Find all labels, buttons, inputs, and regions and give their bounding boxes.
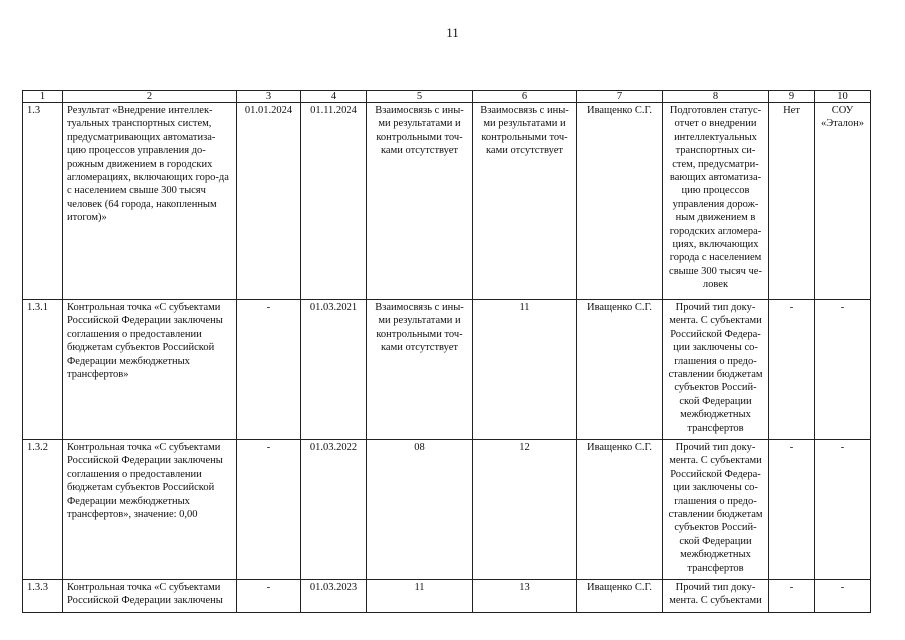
- row-start-date: -: [237, 300, 301, 440]
- row-predecessors: 08: [367, 440, 473, 580]
- row-responsible: Иващенко С.Г.: [577, 103, 663, 300]
- header-row: [23, 91, 871, 103]
- row-start-date: 01.01.2024: [237, 103, 301, 300]
- row-end-date: 01.03.2023: [301, 580, 367, 613]
- row-number: 1.3.1: [23, 300, 63, 440]
- column-header: 4: [301, 91, 367, 103]
- row-col9: Нет: [769, 103, 815, 300]
- row-predecessors: Взаимосвязь с ины-ми результатами и контрольными точ-ками отсутствует: [367, 103, 473, 300]
- row-col10: СОУ «Эталон»: [815, 103, 871, 300]
- row-successors: 12: [473, 440, 577, 580]
- column-header: 5: [367, 91, 473, 103]
- row-end-date: 01.11.2024: [301, 103, 367, 300]
- row-col9: -: [769, 580, 815, 613]
- row-number: 1.3.3: [23, 580, 63, 613]
- row-start-date: -: [237, 580, 301, 613]
- row-successors: 13: [473, 580, 577, 613]
- row-number: 1.3: [23, 103, 63, 300]
- table-row: [23, 440, 871, 580]
- row-document: Прочий тип доку-мента. С субъектами Российской Федера-ции заключены со-глашения о предо-ставлении бюджетам субъектов Россий-ской Федерации межбюджетных трансфертов: [663, 300, 769, 440]
- column-header: 3: [237, 91, 301, 103]
- row-predecessors: Взаимосвязь с ины-ми результатами и контрольными точ-ками отсутствует: [367, 300, 473, 440]
- row-responsible: Иващенко С.Г.: [577, 300, 663, 440]
- row-name: Результат «Внедрение интеллек-туальных транспортных систем, предусматривающих автоматиза-цию процессов управления до-рожным движением в городских агломерациях, включающих горо-да с населением свыше 300 тысяч человек (64 города, накопленным итогом)»: [63, 103, 237, 300]
- row-successors: Взаимосвязь с ины-ми результатами и контрольными точ-ками отсутствует: [473, 103, 577, 300]
- row-end-date: 01.03.2021: [301, 300, 367, 440]
- column-header: 10: [815, 91, 871, 103]
- column-header: 8: [663, 91, 769, 103]
- row-document: Подготовлен статус-отчет о внедрении интеллектуальных транспортных си-стем, предусматри-вающих автоматиза-цию процессов управления дорож-ным движением в городских агломера-циях, включающих города с населением свыше 300 тысяч че-ловек: [663, 103, 769, 300]
- row-number: 1.3.2: [23, 440, 63, 580]
- row-col10: -: [815, 580, 871, 613]
- row-col9: -: [769, 300, 815, 440]
- column-header: 2: [63, 91, 237, 103]
- row-document: Прочий тип доку-мента. С субъектами Российской Федера-ции заключены со-глашения о предо-ставлении бюджетам субъектов Россий-ской Федерации межбюджетных трансфертов: [663, 440, 769, 580]
- table-row: [23, 580, 871, 613]
- page-number: 11: [446, 25, 459, 40]
- table-row: [23, 300, 871, 440]
- row-name: Контрольная точка «С субъектами Российской Федерации заключены соглашения о предоставлении бюджетам субъектов Российской Федерации межбюджетных трансфертов», значение: 0,00: [63, 440, 237, 580]
- row-col10: -: [815, 440, 871, 580]
- row-responsible: Иващенко С.Г.: [577, 440, 663, 580]
- row-successors: 11: [473, 300, 577, 440]
- row-name: Контрольная точка «С субъектами Российской Федерации заключены соглашения о предоставлении бюджетам субъектов Российской Федерации межбюджетных трансфертов»: [63, 300, 237, 440]
- row-col9: -: [769, 440, 815, 580]
- column-header: 1: [23, 91, 63, 103]
- column-header: 9: [769, 91, 815, 103]
- row-predecessors: 11: [367, 580, 473, 613]
- row-name: Контрольная точка «С субъектами Российской Федерации заключены: [63, 580, 237, 613]
- row-end-date: 01.03.2022: [301, 440, 367, 580]
- schedule-table: [22, 90, 871, 613]
- row-start-date: -: [237, 440, 301, 580]
- column-header: 7: [577, 91, 663, 103]
- row-document: Прочий тип доку-мента. С субъектами: [663, 580, 769, 613]
- table-row: [23, 103, 871, 300]
- column-header: 6: [473, 91, 577, 103]
- row-col10: -: [815, 300, 871, 440]
- row-responsible: Иващенко С.Г.: [577, 580, 663, 613]
